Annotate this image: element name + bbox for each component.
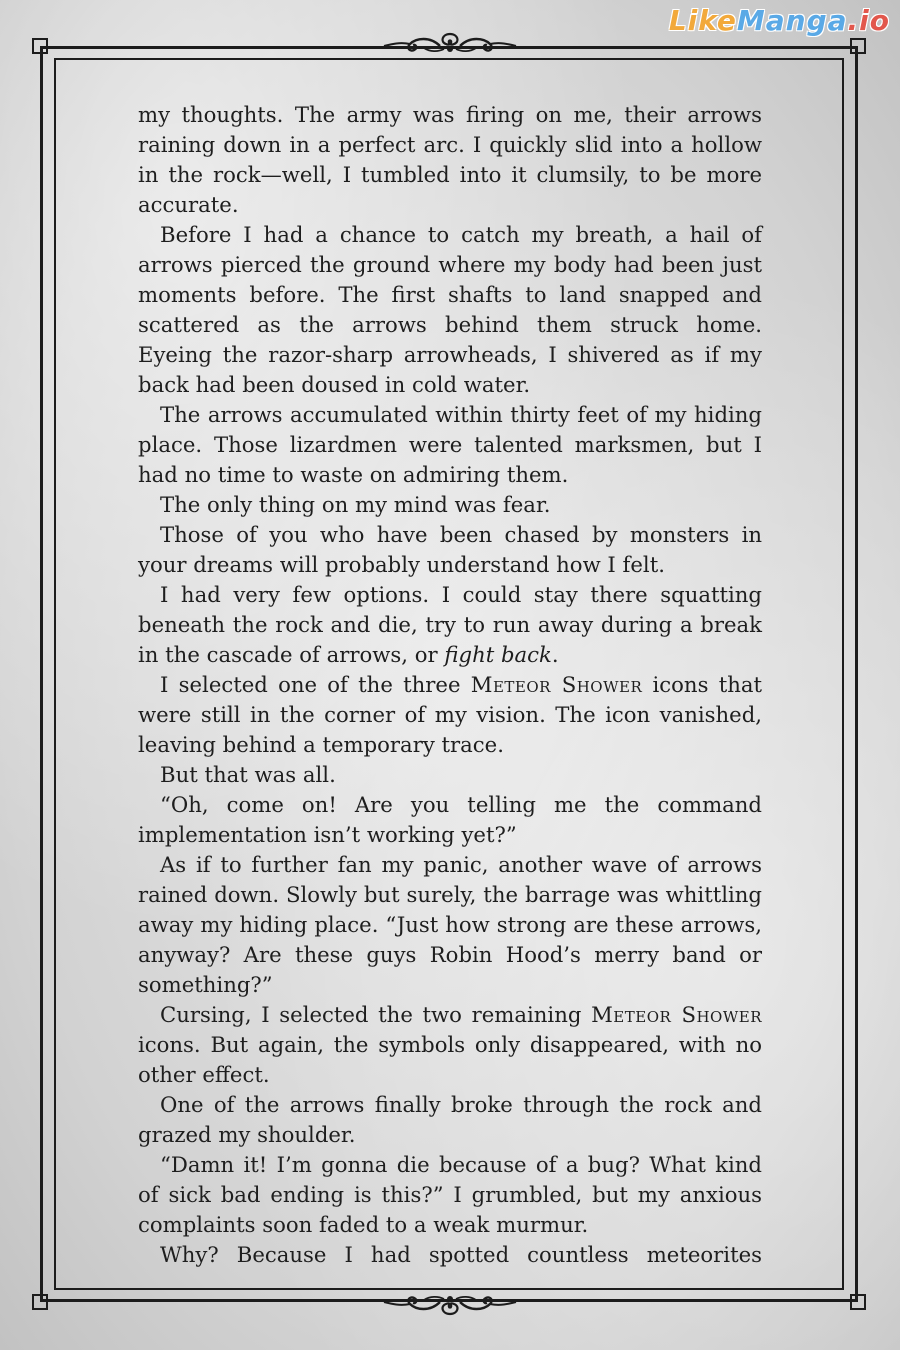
top-flourish-ornament	[380, 30, 520, 56]
skill-name-meteor-shower: Meteor Shower	[470, 672, 643, 697]
frame-corner-bottom-left	[32, 1294, 48, 1310]
frame-corner-top-left	[32, 38, 48, 54]
skill-name-meteor-shower: Meteor Shower	[591, 1002, 763, 1027]
paragraph-5: Those of you who have been chased by monsters in your dreams will probably understand how I felt.	[138, 522, 762, 577]
paragraph-9: “Oh, come on! Are you telling me the command implementation isn’t working yet?”	[138, 792, 762, 847]
paragraph-11	[138, 1000, 762, 1090]
paragraph-7-end: icons that were still in the corner of my vision. The icon vanished, leaving behind a temporary trace.	[138, 672, 763, 757]
frame-corner-top-right	[850, 38, 866, 54]
paragraph-7	[138, 670, 762, 760]
paragraph-3: The arrows accumulated within thirty feet of my hiding place. Those lizardmen were talented marksmen, but I had no time to waste on admiring them.	[138, 402, 762, 487]
paragraph-11-end: icons. But again, the symbols only disappeared, with no other effect.	[138, 1032, 762, 1087]
paragraph-4: The only thing on my mind was fear.	[160, 492, 551, 517]
paragraph-6-italic-phrase: fight back	[444, 642, 552, 667]
page-text-body	[138, 100, 762, 1270]
watermark-part-3: .io	[847, 4, 890, 37]
watermark-part-2: Manga	[736, 4, 848, 37]
paragraph-12: One of the arrows finally broke through the rock and grazed my shoulder.	[138, 1092, 762, 1147]
paragraph-6-end: .	[551, 642, 559, 667]
paragraph-13: “Damn it! I’m gonna die because of a bug? What kind of sick bad ending is this?” I grumbled, but my anxious complaints soon faded to a weak murmur.	[138, 1152, 762, 1237]
watermark-part-1: Like	[668, 4, 737, 37]
bottom-flourish-ornament	[380, 1292, 520, 1318]
paragraph-11-text: Cursing, I selected the two remaining	[160, 1002, 592, 1027]
frame-corner-bottom-right	[850, 1294, 866, 1310]
paragraph-8: But that was all.	[160, 762, 336, 787]
paragraph-1: my thoughts. The army was firing on me, their arrows raining down in a perfect arc. I quickly slid into a hollow in the rock—well, I tumbled into it clumsily, to be more accurate.	[138, 102, 762, 217]
paragraph-2: Before I had a chance to catch my breath, a hail of arrows pierced the ground where my body had been just moments before. The first shafts to land snapped and scattered as the arrows behind them struck home. Eyeing the razor-sharp arrowheads, I shivered as if my back had been doused in cold water.	[138, 222, 762, 397]
paragraph-7-text: I selected one of the three	[160, 672, 471, 697]
paragraph-10: As if to further fan my panic, another wave of arrows rained down. Slowly but surely, the barrage was whittling away my hiding place. “Just how strong are these arrows, anyway? Are these guys Robin Hood’s merry band or something?”	[138, 852, 762, 997]
paragraph-14: Why? Because I had spotted countless meteorites	[160, 1242, 762, 1267]
paragraph-6	[138, 580, 762, 670]
site-watermark	[669, 4, 890, 37]
paragraph-6-text: I had very few options. I could stay there squatting beneath the rock and die, try to run away during a break in the cascade of arrows, or	[138, 582, 762, 667]
